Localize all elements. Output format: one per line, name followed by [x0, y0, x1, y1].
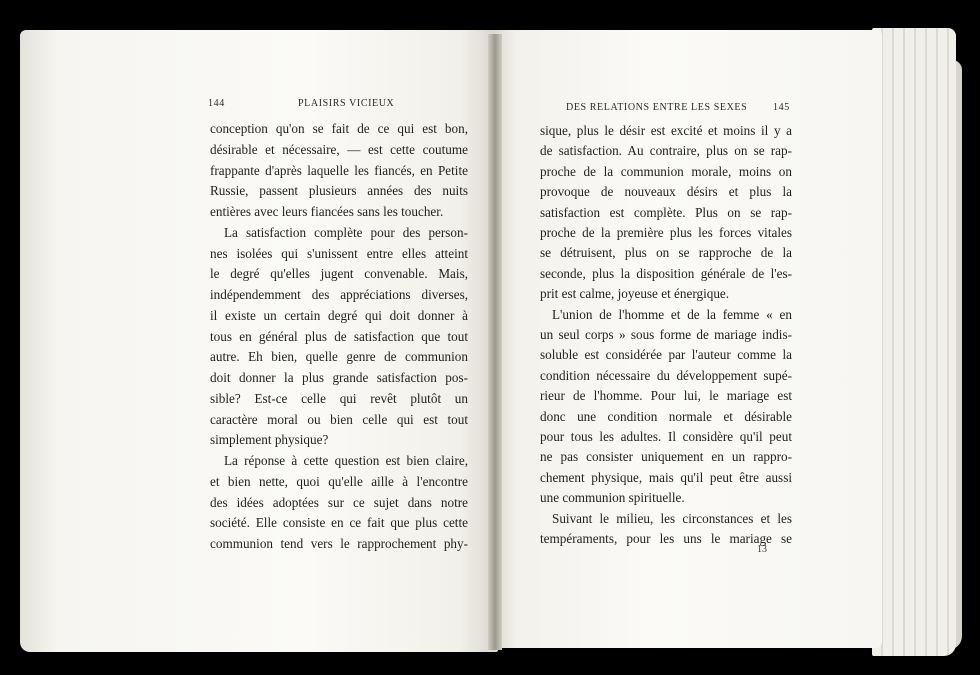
text-line: soluble est considérée par l'auteur comme la [540, 347, 792, 363]
text-line: proche de la première plus les forces vitales [540, 225, 792, 240]
signature-mark: 13 [757, 544, 767, 555]
left-page-number: 144 [208, 98, 225, 109]
text-line: et bien nette, quoi qu'elle aille à l'encontre [210, 473, 468, 489]
text-line: il existe un certain degré qui doit donner à [210, 307, 468, 323]
text-line: La réponse à cette question est bien claire, [224, 453, 468, 468]
book-gutter [488, 34, 502, 650]
text-line: sique, plus le désir est excité et moins il y a [540, 123, 792, 138]
text-line: désirable et nécessaire, — est cette coutume [210, 141, 468, 157]
text-line: caractère moral ou bien celle qui est tout [210, 411, 468, 427]
text-line: tous en général plus de satisfaction que tout [210, 328, 468, 344]
right-running-head: DES RELATIONS ENTRE LES SEXES [566, 102, 748, 113]
text-line: rieur de l'homme. Pour lui, le mariage est [540, 388, 792, 404]
text-line: proche de la communion morale, moins on [540, 163, 792, 179]
text-line: le degré qu'elles jugent convenable. Mais, [210, 266, 468, 282]
text-line: un seul corps » sous forme de mariage indis- [540, 327, 792, 342]
text-line: satisfaction est complète. Plus on se rap- [540, 204, 792, 220]
text-line: prit est calme, joyeuse et énergique. [540, 286, 730, 302]
left-running-head: PLAISIRS VICIEUX [298, 98, 395, 109]
text-line: La satisfaction complète pour des person- [224, 224, 468, 240]
text-line: seconde, plus la disposition générale de l'es- [540, 265, 792, 281]
text-line: se détruisent, plus on se rapproche de la [540, 245, 792, 261]
text-line: Russie, passent plusieurs années des nuits [210, 183, 468, 199]
right-page-number: 145 [773, 102, 790, 113]
text-line: de satisfaction. Au contraire, plus on se rap- [540, 143, 792, 159]
text-line: des idées adoptées sur ce sujet dans notre [210, 494, 468, 510]
text-line: simplement physique? [210, 432, 329, 448]
text-line: autre. Eh bien, quelle genre de communion [210, 349, 468, 365]
text-line: tempéraments, pour les uns le mariage se [540, 531, 792, 546]
text-line: sible? Est-ce celle qui revêt plutôt un [210, 390, 468, 406]
text-line: provoque de nouveaux désirs et plus la [540, 184, 792, 200]
text-line: conception qu'on se fait de ce qui est bon, [210, 121, 468, 136]
text-line: une communion spirituelle. [540, 490, 685, 506]
text-line: entières avec leurs fiancées sans les toucher. [210, 204, 444, 219]
text-line: frappante d'après laquelle les fiancés, en Petite [210, 162, 468, 178]
text-line: nes isolées qui s'unissent entre elles atteint [210, 245, 468, 261]
page-edges [872, 28, 956, 656]
text-line: communion tend vers le rapprochement phy- [210, 536, 468, 551]
text-line: société. Elle consiste en ce fait que plus cette [210, 515, 468, 531]
text-line: doit donner la plus grande satisfaction pos- [210, 370, 468, 385]
text-line: donc une condition normale et désirable [540, 408, 792, 424]
text-line: L'union de l'homme et de la femme « en [552, 306, 792, 322]
text-line: Suivant le milieu, les circonstances et les [552, 510, 792, 526]
text-line: condition nécessaire du développement supé- [540, 367, 792, 383]
text-line: ne pas consister uniquement en un rappro- [540, 449, 792, 465]
text-line: indépendemment des appréciations diverses, [210, 287, 468, 302]
text-line: pour tous les adultes. Il considère qu'il peut [540, 429, 792, 444]
text-line: chement physique, mais qu'il peut être aussi [540, 469, 792, 485]
